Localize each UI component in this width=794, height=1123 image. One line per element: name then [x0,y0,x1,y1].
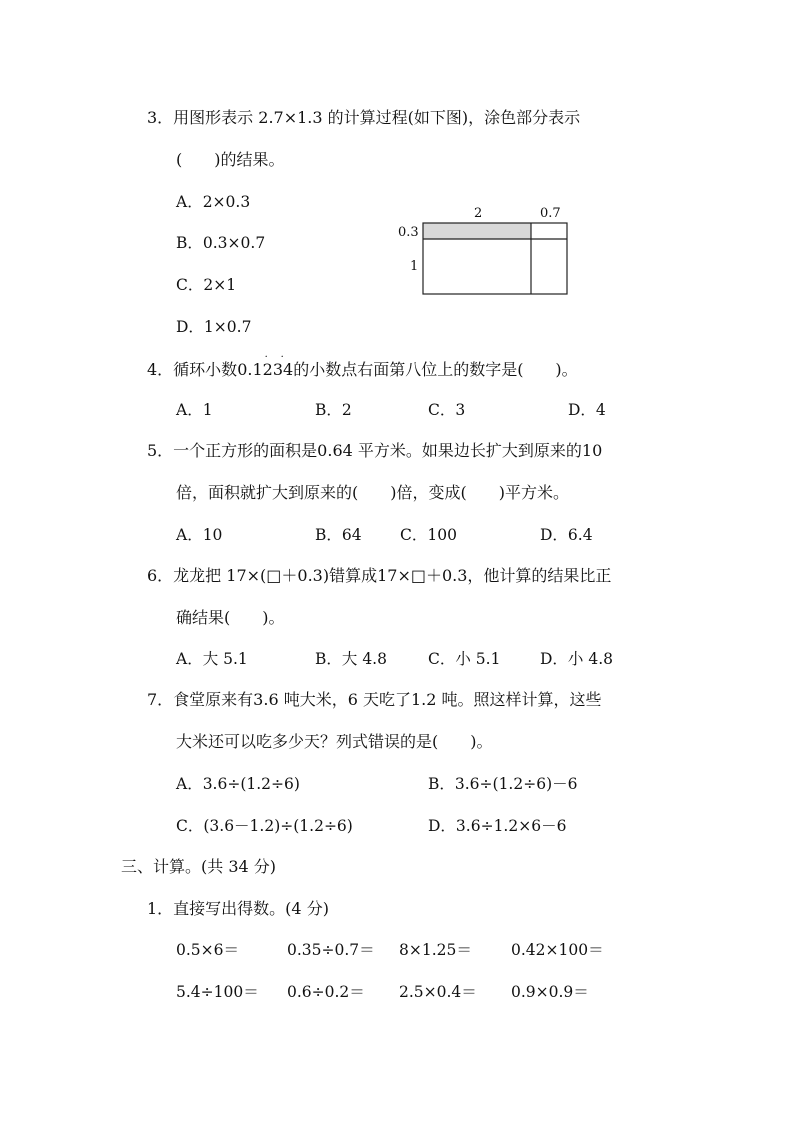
repeat-dot-icon: · [264,352,268,363]
q3-option-b: B．0.3×0.7 [176,234,266,252]
section-title: 三、计算。(共 34 分) [121,857,277,876]
q5-line2: 倍，面积就扩大到原来的( )倍，变成( )平方米。 [176,483,569,502]
q5-line1: 5．一个正方形的面积是0.64 平方米。如果边长扩大到原来的10 [147,441,603,460]
q4-number-rep: 234 [262,360,294,379]
section-sub-question: 1．直接写出得数。(4 分) [147,899,329,918]
q4-number-head: 0.1 [237,360,263,379]
q5-option-a: A．10 [176,526,223,544]
q4-option-a: A．1 [176,401,213,419]
q4-option-c: C．3 [428,401,466,419]
figure-label-top-left: 2 [474,206,483,221]
calc-item: 8×1.25＝ [399,941,472,959]
q7-option-b: B．3.6÷(1.2÷6)－6 [428,775,578,793]
q5-option-c: C．100 [400,526,457,544]
q4-suffix: 的小数点右面第八位上的数字是( )。 [293,360,578,379]
q7-option-c: C．(3.6－1.2)÷(1.2÷6) [176,817,353,835]
q4-option-d: D．4 [568,401,606,419]
q5-option-d: D．6.4 [540,526,593,544]
calc-item: 2.5×0.4＝ [399,983,477,1001]
calc-item: 0.5×6＝ [176,941,239,959]
q4-option-b: B．2 [315,401,352,419]
q6-option-d: D．小 4.8 [540,650,614,668]
q7-line1: 7．食堂原来有3.6 吨大米，6 天吃了1.2 吨。照这样计算，这些 [147,690,602,709]
figure-label-side-top: 0.3 [398,225,419,240]
figure-label-top-right: 0.7 [540,206,561,221]
q7-option-d: D．3.6÷1.2×6－6 [428,817,567,835]
q5-option-b: B．64 [315,526,362,544]
q4-line [147,352,578,380]
q6-line1: 6．龙龙把 17×(□＋0.3)错算成17×□＋0.3，他计算的结果比正 [147,566,612,585]
area-model-rectangle [392,202,582,302]
q7-option-a: A．3.6÷(1.2÷6) [176,775,300,793]
repeat-dot-icon: · [280,352,284,363]
calc-item: 0.35÷0.7＝ [287,941,375,959]
q6-line2: 确结果( )。 [176,608,285,627]
area-model-figure [392,202,582,302]
q3-line2: ( )的结果。 [176,150,285,169]
q3-line1: 3．用图形表示 2.7×1.3 的计算过程(如下图)，涂色部分表示 [147,108,581,127]
calc-item: 0.42×100＝ [511,941,604,959]
q6-option-a: A．大 5.1 [176,650,248,668]
q6-option-c: C．小 5.1 [428,650,501,668]
figure-label-side-bottom: 1 [410,259,419,274]
calc-item: 0.6÷0.2＝ [287,983,365,1001]
q3-option-c: C．2×1 [176,276,237,294]
q3-option-a: A．2×0.3 [176,193,251,211]
calc-item: 0.9×0.9＝ [511,983,589,1001]
q6-option-b: B．大 4.8 [315,650,387,668]
q3-option-d: D．1×0.7 [176,318,252,336]
q4-prefix: 4．循环小数 [147,360,238,379]
q7-line2: 大米还可以吃多少天？列式错误的是( )。 [176,732,493,751]
calc-item: 5.4÷100＝ [176,983,259,1001]
shaded-region [423,223,531,239]
q4-repeating-digits [262,352,294,380]
